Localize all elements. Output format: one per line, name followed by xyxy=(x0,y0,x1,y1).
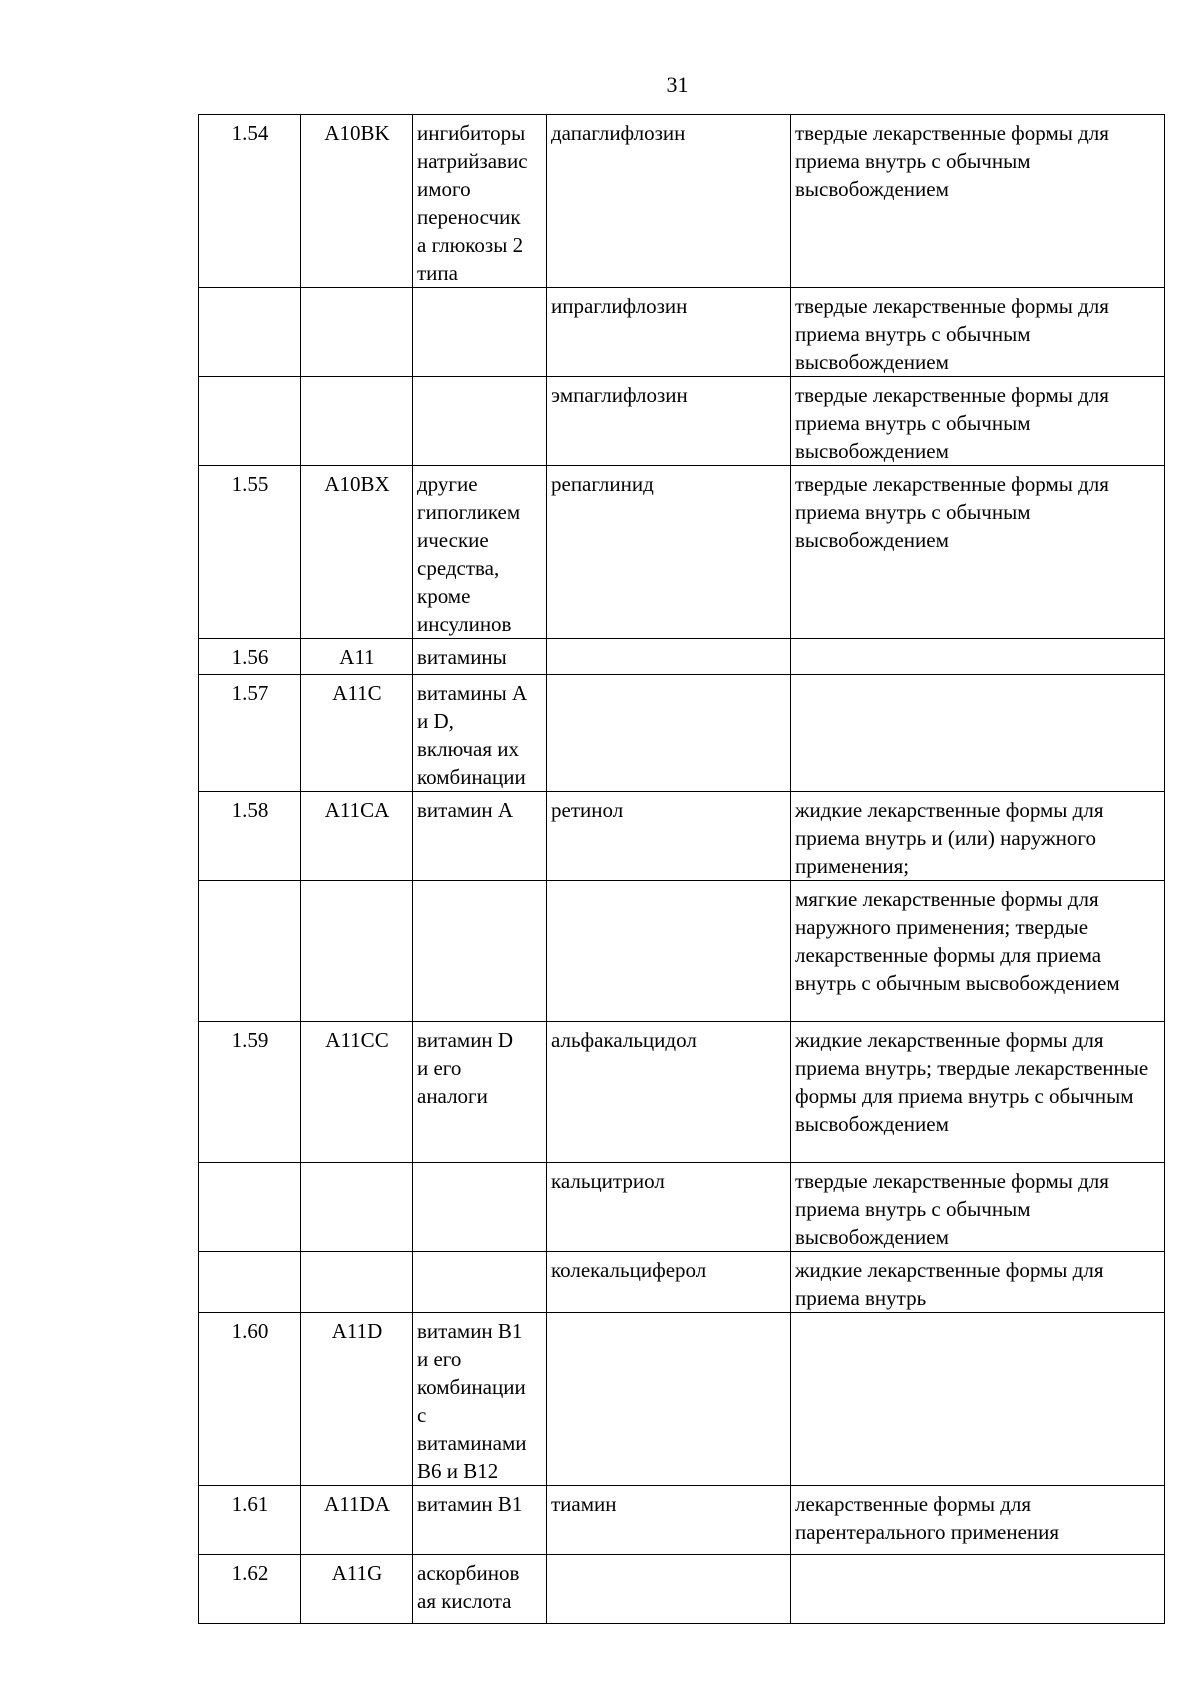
row-number-cell: 1.56 xyxy=(199,639,301,675)
atc-code-cell: A10BX xyxy=(301,466,413,639)
table-row xyxy=(199,881,1165,1022)
row-number-cell xyxy=(199,1252,301,1313)
group-name-cell: аскорбинов ая кислота xyxy=(413,1555,547,1624)
drug-name-cell: ретинол xyxy=(547,792,791,881)
table-row xyxy=(199,1555,1165,1624)
dosage-form-cell: жидкие лекарственные формы для приема внутрь и (или) наружного применения; xyxy=(791,792,1165,881)
page-number: 31 xyxy=(666,72,689,97)
atc-code-cell: A11DA xyxy=(301,1486,413,1555)
group-name-cell xyxy=(413,288,547,377)
group-name-cell: витамины А и D, включая их комбинации xyxy=(413,675,547,792)
row-number-cell: 1.62 xyxy=(199,1555,301,1624)
group-name-cell: витамины xyxy=(413,639,547,675)
atc-code-cell: A11CC xyxy=(301,1022,413,1163)
table-row xyxy=(199,639,1165,675)
drug-name-cell: альфакальцидол xyxy=(547,1022,791,1163)
dosage-form-cell: мягкие лекарственные формы для наружного применения; твердые лекарственные формы для приема внутрь с обычным высвобождением xyxy=(791,881,1165,1022)
group-name-cell xyxy=(413,881,547,1022)
group-name-cell: витамин D и его аналоги xyxy=(413,1022,547,1163)
drug-name-cell xyxy=(547,1313,791,1486)
drug-name-cell xyxy=(547,1555,791,1624)
dosage-form-cell: жидкие лекарственные формы для приема внутрь xyxy=(791,1252,1165,1313)
row-number-cell: 1.58 xyxy=(199,792,301,881)
table-body xyxy=(199,115,1165,1624)
table-row xyxy=(199,466,1165,639)
group-name-cell: витамин В1 xyxy=(413,1486,547,1555)
drug-name-cell xyxy=(547,639,791,675)
drug-table xyxy=(198,114,1165,1624)
dosage-form-cell xyxy=(791,1313,1165,1486)
table-row xyxy=(199,792,1165,881)
atc-code-cell xyxy=(301,377,413,466)
table-row xyxy=(199,288,1165,377)
row-number-cell: 1.54 xyxy=(199,115,301,288)
atc-code-cell xyxy=(301,288,413,377)
atc-code-cell xyxy=(301,1252,413,1313)
dosage-form-cell: твердые лекарственные формы для приема внутрь с обычным высвобождением xyxy=(791,1163,1165,1252)
dosage-form-cell: твердые лекарственные формы для приема внутрь с обычным высвобождением xyxy=(791,466,1165,639)
row-number-cell: 1.60 xyxy=(199,1313,301,1486)
atc-code-cell: A11 xyxy=(301,639,413,675)
row-number-cell xyxy=(199,1163,301,1252)
dosage-form-cell xyxy=(791,639,1165,675)
atc-code-cell: A11C xyxy=(301,675,413,792)
drug-name-cell: кальцитриол xyxy=(547,1163,791,1252)
table-row xyxy=(199,377,1165,466)
atc-code-cell: A11CA xyxy=(301,792,413,881)
dosage-form-cell: лекарственные формы для парентерального применения xyxy=(791,1486,1165,1555)
dosage-form-cell: твердые лекарственные формы для приема внутрь с обычным высвобождением xyxy=(791,288,1165,377)
row-number-cell xyxy=(199,288,301,377)
drug-name-cell xyxy=(547,881,791,1022)
table-row xyxy=(199,1313,1165,1486)
dosage-form-cell xyxy=(791,675,1165,792)
row-number-cell: 1.61 xyxy=(199,1486,301,1555)
group-name-cell: ингибиторы натрийзавис имого переносчик а глюкозы 2 типа xyxy=(413,115,547,288)
row-number-cell: 1.59 xyxy=(199,1022,301,1163)
drug-name-cell: колекальциферол xyxy=(547,1252,791,1313)
drug-name-cell: ипраглифлозин xyxy=(547,288,791,377)
group-name-cell: другие гипогликем ические средства, кроме инсулинов xyxy=(413,466,547,639)
group-name-cell xyxy=(413,1163,547,1252)
dosage-form-cell: жидкие лекарственные формы для приема внутрь; твердые лекарственные формы для приема внутрь с обычным высвобождением xyxy=(791,1022,1165,1163)
group-name-cell xyxy=(413,377,547,466)
group-name-cell: витамин В1 и его комбинации с витаминами В6 и В12 xyxy=(413,1313,547,1486)
table-row xyxy=(199,1486,1165,1555)
drug-name-cell: тиамин xyxy=(547,1486,791,1555)
drug-name-cell: репаглинид xyxy=(547,466,791,639)
atc-code-cell: A11D xyxy=(301,1313,413,1486)
row-number-cell xyxy=(199,881,301,1022)
row-number-cell: 1.55 xyxy=(199,466,301,639)
table-row xyxy=(199,115,1165,288)
atc-code-cell: A10BK xyxy=(301,115,413,288)
drug-name-cell: эмпаглифлозин xyxy=(547,377,791,466)
row-number-cell xyxy=(199,377,301,466)
table-row xyxy=(199,675,1165,792)
group-name-cell xyxy=(413,1252,547,1313)
table-row xyxy=(199,1252,1165,1313)
table-row xyxy=(199,1163,1165,1252)
drug-name-cell: дапаглифлозин xyxy=(547,115,791,288)
drug-name-cell xyxy=(547,675,791,792)
dosage-form-cell: твердые лекарственные формы для приема внутрь с обычным высвобождением xyxy=(791,377,1165,466)
group-name-cell: витамин А xyxy=(413,792,547,881)
atc-code-cell xyxy=(301,881,413,1022)
atc-code-cell: A11G xyxy=(301,1555,413,1624)
row-number-cell: 1.57 xyxy=(199,675,301,792)
dosage-form-cell: твердые лекарственные формы для приема внутрь с обычным высвобождением xyxy=(791,115,1165,288)
table-row xyxy=(199,1022,1165,1163)
dosage-form-cell xyxy=(791,1555,1165,1624)
atc-code-cell xyxy=(301,1163,413,1252)
